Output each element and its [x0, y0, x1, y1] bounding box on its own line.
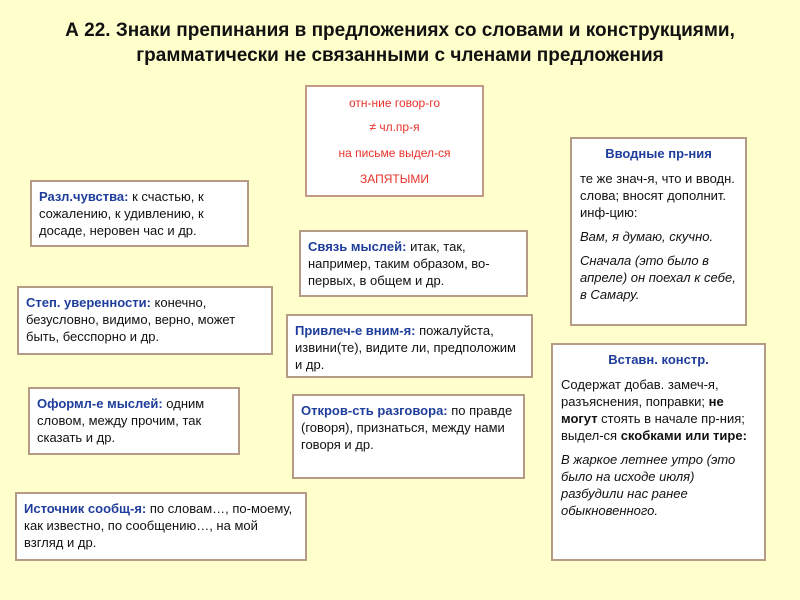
introductory-sentences-box [570, 137, 747, 326]
page-title [0, 18, 800, 68]
introductory-example-2: Сначала (это было в апреле) он поехал к себе, в Самару. [580, 253, 736, 302]
attention-heading: Привлеч-е вним-я: [295, 323, 416, 338]
connection-text: итак, так, например, таким образом, во-первых, в общем и др. [308, 239, 490, 288]
inserted-constructions-box [551, 343, 766, 561]
frankness-text: по правде (говоря), признаться, между нами говоря и др. [301, 403, 513, 452]
inserted-text-part-2: стоять в начале пр-ния; выдел-ся [561, 411, 745, 443]
inserted-constructions-heading: Вставн. констр. [608, 352, 709, 367]
introductory-sentences-heading: Вводные пр-ния [605, 146, 712, 161]
inserted-text-not-allowed: не могут [561, 394, 724, 426]
attention-box [286, 314, 533, 378]
thoughts-text: одним словом, между прочим, так сказать и др. [37, 396, 205, 445]
inserted-constructions-example: В жаркое летнее утро (это было на исходе июля) разбудили нас ранее обыкновенного. [561, 452, 736, 518]
certainty-heading: Степ. уверенности: [26, 295, 151, 310]
feelings-heading: Разл.чувства: [39, 189, 129, 204]
introductory-example-1: Вам, я думаю, скучно. [580, 229, 714, 244]
thoughts-box [28, 387, 240, 455]
introductory-sentences-description: те же знач-я, что и вводн. слова; вносят дополнит. инф-цию: [580, 171, 735, 220]
connection-box [299, 230, 528, 297]
connection-heading: Связь мыслей: [308, 239, 407, 254]
central-rule-box [305, 85, 484, 197]
inserted-text-part-1: Содержат добав. замеч-я, разъяснения, поправки; [561, 377, 719, 409]
source-box [15, 492, 307, 561]
certainty-box [17, 286, 273, 355]
title-line-2: грамматически не связанными с членами предложения [136, 45, 664, 66]
source-text: по словам…, по-моему, как известно, по сообщению…, на мой взгляд и др. [24, 501, 293, 550]
central-rule-line-4: ЗАПЯТЫМИ [360, 172, 429, 186]
frankness-heading: Откров-сть разговора: [301, 403, 448, 418]
feelings-text: к счастью, к сожалению, к удивлению, к досаде, неровен час и др. [39, 189, 204, 238]
frankness-box [292, 394, 525, 479]
title-line-1: А 22. Знаки препинания в предложениях со словами и конструкциями, [65, 20, 735, 41]
central-rule-line-1: отн-ние говор-го [348, 96, 441, 110]
central-rule-line-3: на письме выдел-ся [338, 146, 451, 160]
central-rule-line-2: ≠ чл.пр-я [369, 120, 420, 134]
certainty-text: конечно, безусловно, видимо, верно, может быть, бесспорно и др. [26, 295, 236, 344]
thoughts-heading: Оформл-е мыслей: [37, 396, 163, 411]
inserted-constructions-description [561, 376, 756, 444]
feelings-box [30, 180, 249, 247]
inserted-text-brackets-dash: скобками или тире: [620, 428, 747, 443]
attention-text: пожалуйста, извини(те), видите ли, предположим и др. [295, 323, 516, 372]
source-heading: Источник сообщ-я: [24, 501, 147, 516]
